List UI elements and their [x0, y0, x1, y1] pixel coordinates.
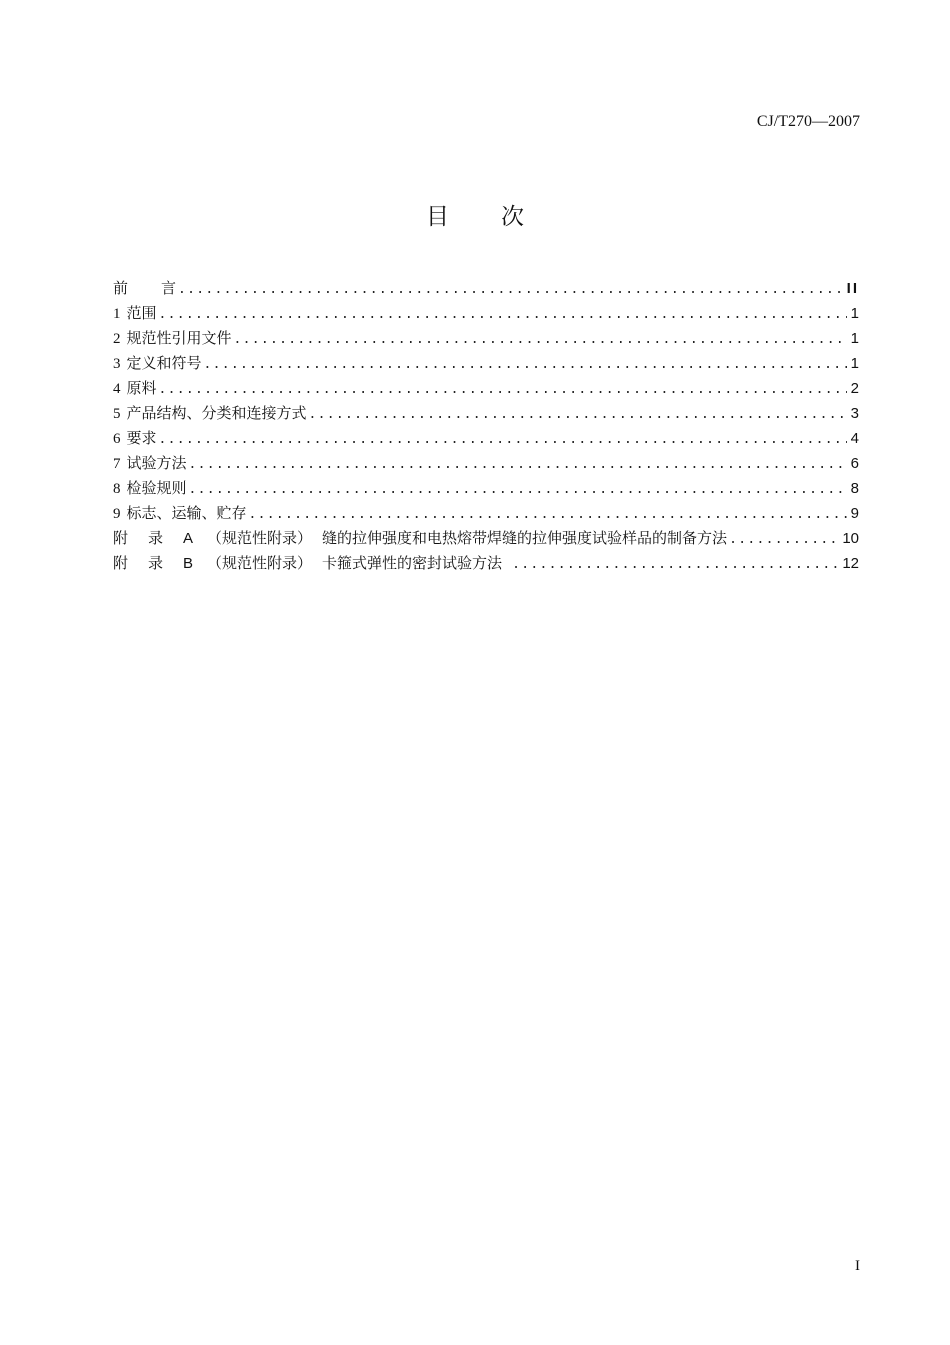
foreword-char-1: 前 [113, 279, 129, 297]
toc-entry-9[interactable] [113, 501, 859, 526]
toc-entry-foreword[interactable] [113, 276, 859, 301]
section-title: 要求 [126, 429, 157, 447]
toc-entry-8[interactable] [113, 476, 859, 501]
section-number: 4 [113, 381, 121, 397]
section-title: 试验方法 [126, 454, 187, 472]
toc-entry-7[interactable] [113, 451, 859, 476]
toc-page-number: 3 [850, 405, 859, 422]
toc-entry-label [113, 501, 247, 527]
toc-entry-label [113, 276, 176, 301]
appendix-letter: A [183, 530, 194, 547]
toc-entry-label [113, 551, 502, 576]
title-char-2: 次 [501, 204, 524, 230]
toc-page-number: 2 [850, 380, 859, 397]
toc-page-number: II [846, 280, 859, 297]
section-title: 检验规则 [126, 479, 187, 497]
section-number: 6 [113, 431, 121, 447]
dot-leader [249, 502, 847, 527]
toc-page-number: 1 [850, 305, 859, 322]
page-title [0, 198, 950, 231]
section-title: 范围 [126, 304, 157, 322]
title-char-1: 目 [426, 204, 449, 230]
toc-page-number: 8 [850, 480, 859, 497]
section-number: 3 [113, 356, 121, 372]
section-number: 9 [113, 506, 121, 522]
section-number: 8 [113, 481, 121, 497]
document-code: CJ/T270—2007 [756, 113, 860, 130]
section-title: 定义和符号 [126, 354, 202, 372]
appendix-title: 卡箍式弹性的密封试验方法 [322, 554, 503, 572]
appendix-word: 附录 [113, 529, 184, 547]
foreword-char-2: 言 [161, 279, 177, 297]
section-number: 1 [113, 306, 121, 322]
toc-entry-label [113, 326, 232, 352]
section-title: 标志、运输、贮存 [126, 504, 247, 522]
toc-entry-6[interactable] [113, 426, 859, 451]
toc-entry-label [113, 451, 187, 477]
toc-page-number: 1 [850, 330, 859, 347]
toc-entry-label [113, 426, 157, 452]
toc-page-number: 12 [842, 555, 859, 572]
toc-page-number: 10 [842, 530, 859, 547]
toc-entry-appendix-b[interactable] [113, 551, 859, 576]
dot-leader [204, 352, 847, 377]
dot-leader [159, 377, 847, 402]
toc-entry-4[interactable] [113, 376, 859, 401]
toc-entry-1[interactable] [113, 301, 859, 326]
toc-entry-label [113, 526, 727, 551]
dot-leader [729, 527, 838, 552]
dot-leader [189, 452, 847, 477]
appendix-type: （规范性附录） [207, 554, 313, 572]
toc-page-number: 9 [850, 505, 859, 522]
dot-leader [512, 552, 838, 577]
toc-entry-5[interactable] [113, 401, 859, 426]
section-number: 5 [113, 406, 121, 422]
section-title: 原料 [126, 379, 157, 397]
page-number: I [855, 1258, 860, 1274]
appendix-word: 附录 [113, 554, 184, 572]
section-number: 2 [113, 331, 121, 347]
toc-entry-2[interactable] [113, 326, 859, 351]
toc-page-number: 6 [850, 455, 859, 472]
section-title: 规范性引用文件 [126, 329, 232, 347]
toc-entry-label [113, 476, 187, 502]
section-number: 7 [113, 456, 121, 472]
toc-page-number: 1 [850, 355, 859, 372]
appendix-letter: B [183, 555, 194, 572]
toc-entry-3[interactable] [113, 351, 859, 376]
dot-leader [309, 402, 847, 427]
dot-leader [178, 277, 843, 302]
dot-leader [159, 427, 847, 452]
toc-entry-label [113, 351, 202, 377]
toc-page-number: 4 [850, 430, 859, 447]
appendix-type: （规范性附录） [207, 529, 313, 547]
table-of-contents [113, 276, 859, 576]
toc-entry-appendix-a[interactable] [113, 526, 859, 551]
toc-entry-label [113, 401, 307, 427]
dot-leader [189, 477, 847, 502]
section-title: 产品结构、分类和连接方式 [126, 404, 307, 422]
dot-leader [159, 302, 847, 327]
toc-entry-label [113, 301, 157, 327]
toc-entry-label [113, 376, 157, 402]
dot-leader [234, 327, 847, 352]
appendix-title: 缝的拉伸强度和电热熔带焊缝的拉伸强度试验样品的制备方法 [322, 529, 728, 547]
